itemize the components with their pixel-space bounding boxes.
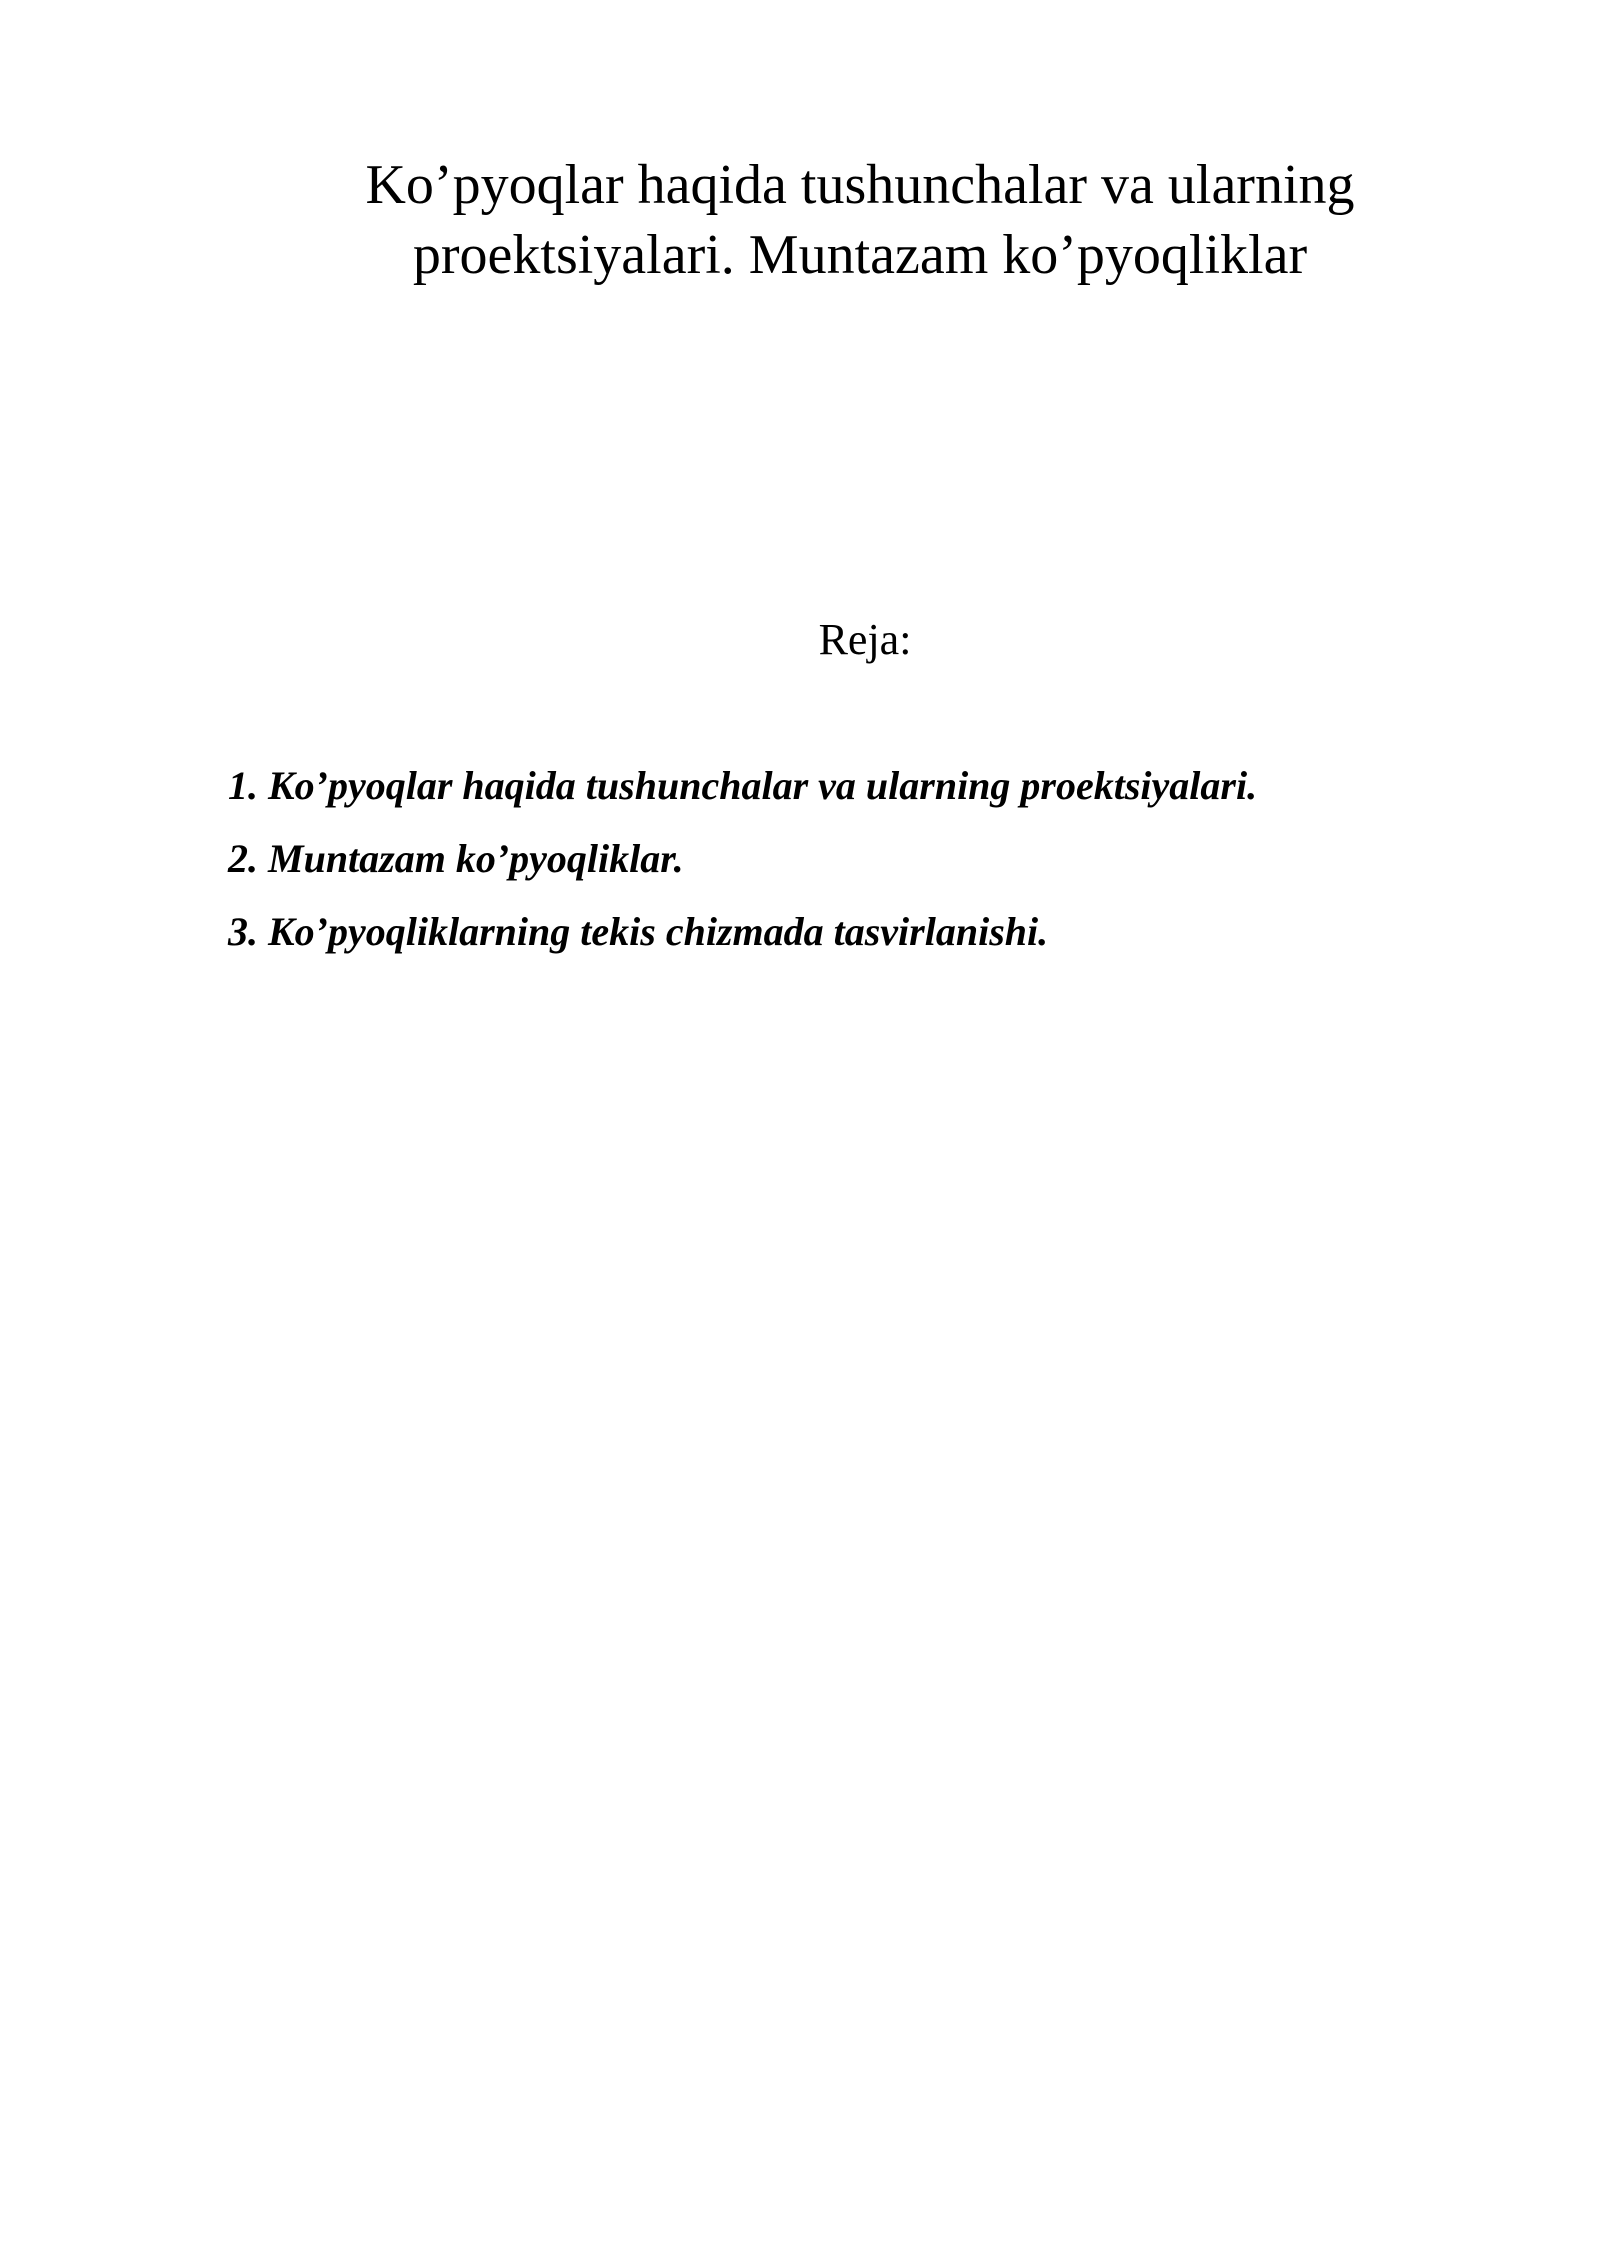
plan-item: 1. Ko’pyoqlar haqida tushunchalar va ularning proektsiyalari.	[228, 763, 1258, 808]
plan-item: 3. Ko’pyoqliklarning tekis chizmada tasvirlanishi.	[228, 909, 1049, 954]
title-line-1: Ko’pyoqlar haqida tushunchalar va ularning	[365, 154, 1355, 216]
title-line-2: proektsiyalari. Muntazam ko’pyoqliklar	[412, 224, 1308, 286]
plan-heading: Reja:	[818, 615, 912, 664]
plan-item: 2. Muntazam ko’pyoqliklar.	[228, 836, 684, 881]
plan-list	[228, 762, 1257, 981]
document-title	[300, 150, 1420, 290]
